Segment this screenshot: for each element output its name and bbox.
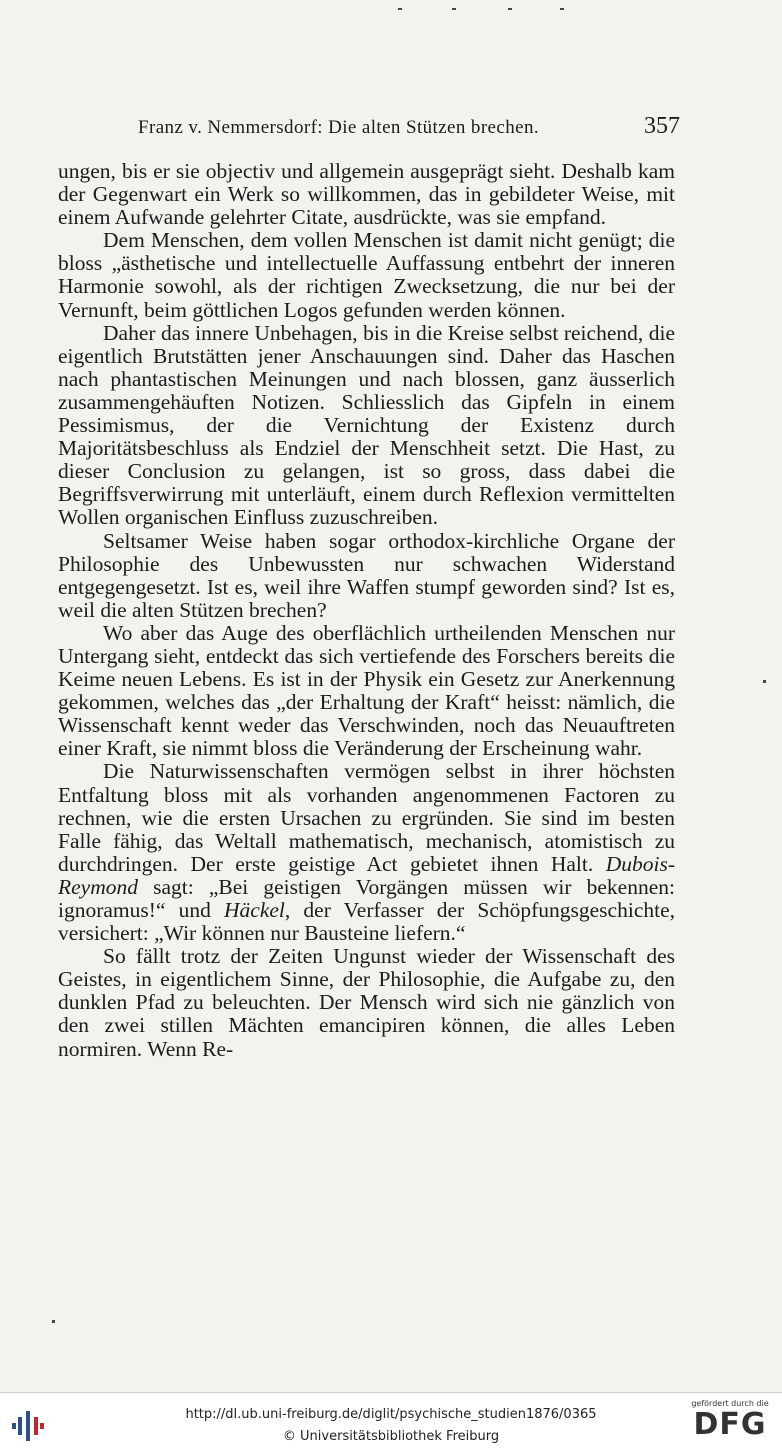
scan-mark xyxy=(52,1320,55,1323)
paragraph: ungen, bis er sie objectiv und allgemein ausgeprägt sieht. Deshalb kam der Gegenwart ein Werk so willkommen, das in gebildeter Weise, mit einem Aufwande gelehrter Citate, ausdrückte, was sie empfand. xyxy=(58,159,675,230)
paragraph-text: sagt: „Bei geistigen Vorgängen müssen wir bekennen: ignoramus!“ und xyxy=(58,874,675,922)
author-name: Dubois-Reymond xyxy=(58,851,675,899)
page-number: 357 xyxy=(644,113,680,139)
dfg-logo xyxy=(688,1399,772,1445)
scan-mark xyxy=(560,8,564,10)
scan-mark xyxy=(452,8,456,10)
footer-bar xyxy=(0,1392,782,1450)
scan-mark xyxy=(508,8,512,10)
paragraph-text: , der Verfasser der Schöpfungsgeschichte, versichert: „Wir können nur Bausteine liefern.“ xyxy=(58,898,676,946)
body-text xyxy=(58,160,675,1061)
author-name: Häckel xyxy=(224,898,285,922)
paragraph: Wo aber das Auge des oberflächlich urtheilenden Menschen nur Untergang sieht, entdeckt das sich vertiefende des Forschers bereits die Keime neuen Lebens. Es ist in der Physik ein Gesetz zur Anerkennung gekommen, welches das „der Erhaltung der Kraft“ heisst: nämlich, die Wissenschaft kennt weder das Verschwinden, noch das Neuauftreten einer Kraft, sie nimmt bloss die Veränderung der Erscheinung wahr. xyxy=(58,620,675,761)
paragraph: Daher das innere Unbehagen, bis in die Kreise selbst reichend, die eigentlich Brutstätten jener Anschauungen sind. Daher das Haschen nach phantastischen Meinungen und nach blossen, ganz äusserlich zusammengehäuften Notizen. Schliesslich das Gipfeln in einem Pessimismus, der die Vernichtung der Existenz durch Majoritätsbeschluss als Endziel der Menschheit setzt. Die Hast, zu dieser Conclusion zu gelangen, ist so gross, dass dabei die Begriffsverwirrung mit unterläuft, einem durch Reflexion vermittelten Wollen organischen Einfluss zuzuschreiben. xyxy=(58,320,675,530)
copyright-text: © Universitätsbibliothek Freiburg xyxy=(282,1429,500,1444)
paragraph: So fällt trotz der Zeiten Ungunst wieder der Wissenschaft des Geistes, in eigentlichem Sinne, der Philosophie, die Aufgabe zu, den dunklen Pfad zu beleuchten. Der Mensch wird sich nie gänzlich von den zwei stillen Mächten emancipiren können, die alles Leben normiren. Wenn Re- xyxy=(58,944,675,1061)
scan-mark xyxy=(398,8,402,10)
dfg-wordmark: DFG xyxy=(693,1407,767,1442)
scan-mark xyxy=(763,680,766,683)
running-header xyxy=(138,113,680,145)
source-url-link[interactable]: http://dl.ub.uni-freiburg.de/diglit/psychische_studien1876/0365 xyxy=(185,1407,597,1422)
running-title: Franz v. Nemmersdorf: Die alten Stützen brechen. xyxy=(138,117,539,138)
paragraph: Seltsamer Weise haben sogar orthodox-kirchliche Organe der Philosophie des Unbewussten nur schwachen Widerstand entgegengesetzt. Ist es, weil ihre Waffen stumpf geworden sind? Ist es, weil die alten Stützen brechen? xyxy=(58,528,675,622)
paragraph: Dem Menschen, dem vollen Menschen ist damit nicht genügt; die bloss „ästhetische und intellectuelle Auffassung entbehrt der inneren Harmonie sowohl, als der richtigen Zwecksetzung, die nur bei der Vernunft, beim göttlichen Logos gefunden werden können. xyxy=(58,228,675,322)
dfg-tagline: gefördert durch die xyxy=(691,1399,769,1408)
paragraph xyxy=(58,760,675,945)
paragraph-text: Die Naturwissenschaften vermögen selbst in ihrer höchsten Entfaltung bloss mit als vorhanden angenommenen Factoren zu rechnen, wie die ersten Ursachen zu ergründen. Sie sind im besten Falle fähig, das Weltall mathematisch, mechanisch, atomistisch zu durchdringen. Der erste geistige Act gebietet ihnen Halt. xyxy=(58,759,675,876)
